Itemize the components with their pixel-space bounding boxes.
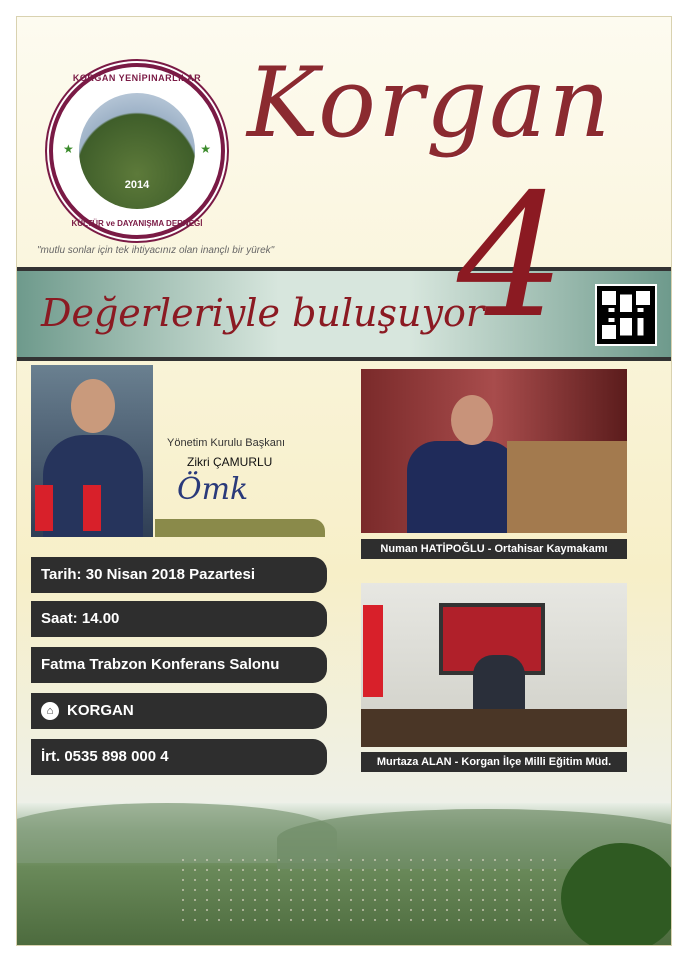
town-landscape-image xyxy=(17,803,671,945)
guest-caption-2: Murtaza ALAN - Korgan İlçe Milli Eğitim Müd. xyxy=(361,752,627,772)
guest-photo-2 xyxy=(361,583,627,747)
motto: "mutlu sonlar için tek ihtiyacınız olan inançlı bir yürek" xyxy=(37,245,275,256)
event-venue: Fatma Trabzon Konferans Salonu xyxy=(31,647,327,683)
subtitle-band xyxy=(17,267,671,361)
president-title: Yönetim Kurulu Başkanı xyxy=(167,437,286,449)
event-time: Saat: 14.00 xyxy=(31,601,327,637)
guest-photo-1 xyxy=(361,369,627,533)
logo-ring-top-text: KORGAN YENİPINARLILAR xyxy=(72,73,202,83)
star-icon: ★ xyxy=(63,142,74,156)
guest-caption-1: Numan HATİPOĞLU - Ortahisar Kaymakamı xyxy=(361,539,627,559)
logo-year: 2014 xyxy=(124,179,150,191)
event-location-label: KORGAN xyxy=(67,702,134,719)
poster xyxy=(16,16,672,946)
event-date: Tarih: 30 Nisan 2018 Pazartesi xyxy=(31,557,327,593)
subtitle: Değerleriyle buluşuyor xyxy=(41,291,484,335)
decorative-bar xyxy=(155,519,325,537)
home-icon: ⌂ xyxy=(41,702,59,720)
event-location xyxy=(31,693,327,729)
association-logo xyxy=(49,63,225,239)
qr-code-icon[interactable] xyxy=(595,284,657,346)
president-photo xyxy=(31,365,153,537)
logo-landscape-image xyxy=(79,93,195,209)
edition-number: 4 xyxy=(457,158,566,356)
president-signature: Ömk xyxy=(177,472,249,507)
logo-ring-bottom-text: KÜLTÜR ve DAYANIŞMA DERNEĞİ xyxy=(71,219,203,228)
event-contact: İrt. 0535 898 000 4 xyxy=(31,739,327,775)
poster-title: Korgan xyxy=(247,47,613,159)
president-name: Zikri ÇAMURLU xyxy=(187,455,273,469)
star-icon: ★ xyxy=(200,142,211,156)
